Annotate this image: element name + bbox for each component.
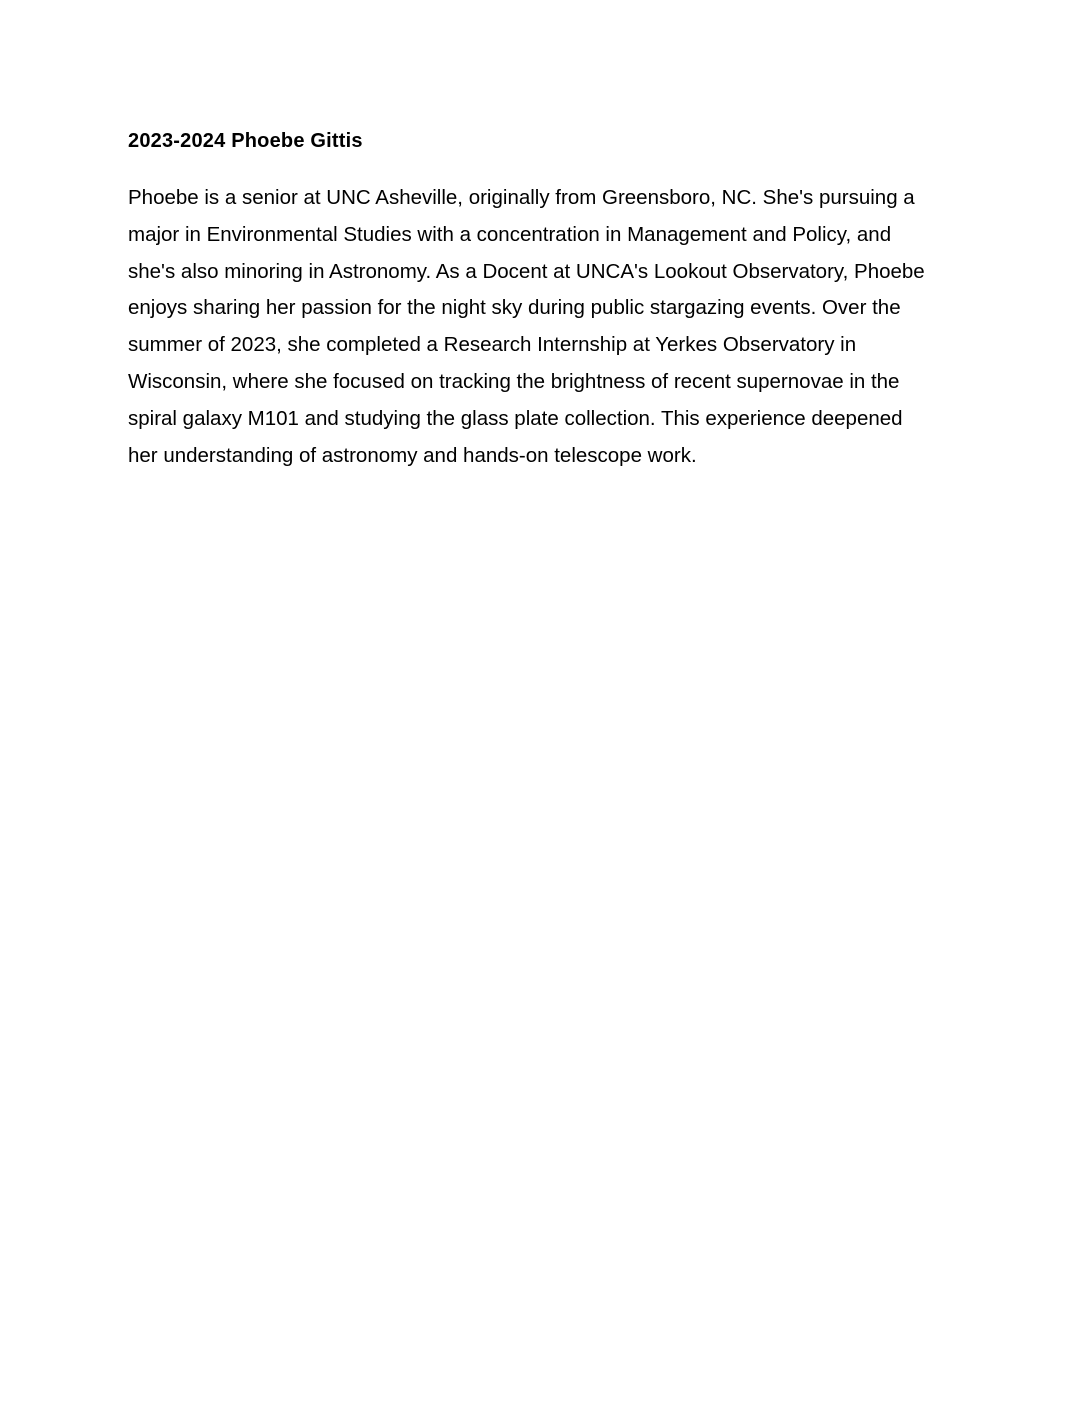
- page-title: 2023-2024 Phoebe Gittis: [128, 130, 363, 152]
- paragraph-line: Phoebe is a senior at UNC Asheville, originally from Greensboro, NC. She's pursuing a: [128, 186, 915, 209]
- bio-paragraph: [128, 180, 988, 474]
- paragraph-line: major in Environmental Studies with a concentration in Management and Policy, and: [128, 222, 892, 246]
- paragraph-line: summer of 2023, she completed a Research Internship at Yerkes Observatory in: [128, 333, 857, 357]
- paragraph-line: spiral galaxy M101 and studying the glass plate collection. This experience deepened: [128, 406, 903, 430]
- paragraph-line: she's also minoring in Astronomy. As a Docent at UNCA's Lookout Observatory, Phoebe: [128, 259, 925, 283]
- paragraph-line: enjoys sharing her passion for the night sky during public stargazing events. Over the: [128, 296, 901, 320]
- paragraph-line: Wisconsin, where she focused on tracking the brightness of recent supernovae in the: [128, 369, 900, 393]
- paragraph-line: her understanding of astronomy and hands-on telescope work.: [128, 443, 697, 467]
